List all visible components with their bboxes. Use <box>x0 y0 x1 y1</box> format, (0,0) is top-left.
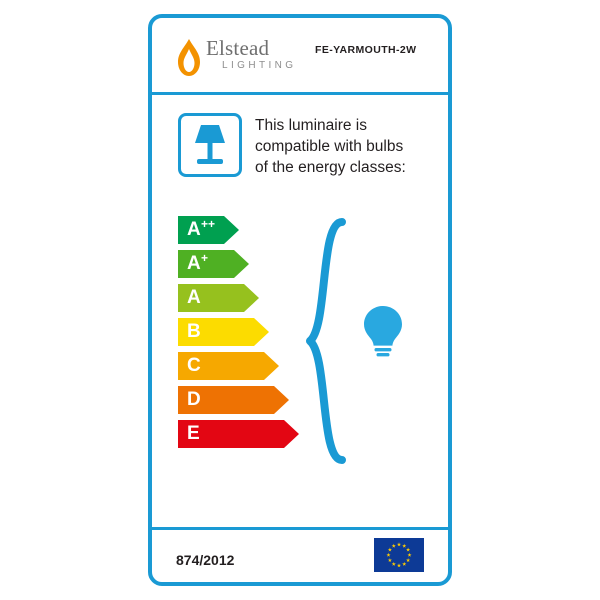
energy-class-row <box>178 250 288 278</box>
energy-class-letter: B <box>187 321 201 342</box>
energy-class-arrow-tip <box>284 420 299 448</box>
footer-divider <box>152 527 448 530</box>
eu-flag-icon <box>374 538 424 572</box>
compat-line-2: compatible with bulbs <box>255 138 404 155</box>
energy-class-list <box>178 216 288 454</box>
energy-class-letter: A <box>187 219 201 240</box>
energy-class-superscript: + <box>201 251 209 265</box>
energy-class-row <box>178 352 288 380</box>
brace-area <box>302 216 432 466</box>
energy-class-letter: E <box>187 423 200 444</box>
energy-label-card <box>148 14 452 586</box>
compatibility-section <box>152 95 448 213</box>
model-code: FE-YARMOUTH-2W <box>315 44 417 56</box>
energy-class-letter: D <box>187 389 201 410</box>
compat-line-1: This luminaire is <box>255 117 367 134</box>
energy-class-letter: C <box>187 355 201 376</box>
eu-flag-stars <box>374 538 424 572</box>
energy-class-arrow-tip <box>254 318 269 346</box>
regulation-code: 874/2012 <box>176 552 235 568</box>
compatibility-text <box>255 115 435 178</box>
brand-logo <box>176 34 306 86</box>
energy-class-row <box>178 420 288 448</box>
energy-class-letter: A <box>187 287 201 308</box>
brand-subtitle: LIGHTING <box>222 60 297 71</box>
brand-name: Elstead <box>206 36 270 60</box>
energy-class-row <box>178 386 288 414</box>
label-header <box>152 18 448 92</box>
energy-class-arrow-tip <box>244 284 259 312</box>
energy-class-row <box>178 318 288 346</box>
energy-class-arrow-tip <box>264 352 279 380</box>
lamp-icon-box <box>178 113 242 177</box>
energy-class-arrow-tip <box>274 386 289 414</box>
energy-class-row <box>178 216 288 244</box>
energy-class-superscript: ++ <box>201 217 216 231</box>
energy-class-arrow-tip <box>234 250 249 278</box>
energy-class-arrow-tip <box>224 216 239 244</box>
table-lamp-icon <box>181 116 239 174</box>
flame-icon <box>176 38 202 78</box>
light-bulb-icon <box>360 304 406 360</box>
energy-class-row <box>178 284 288 312</box>
energy-class-letter: A <box>187 253 201 274</box>
compat-line-3: of the energy classes: <box>255 159 406 176</box>
